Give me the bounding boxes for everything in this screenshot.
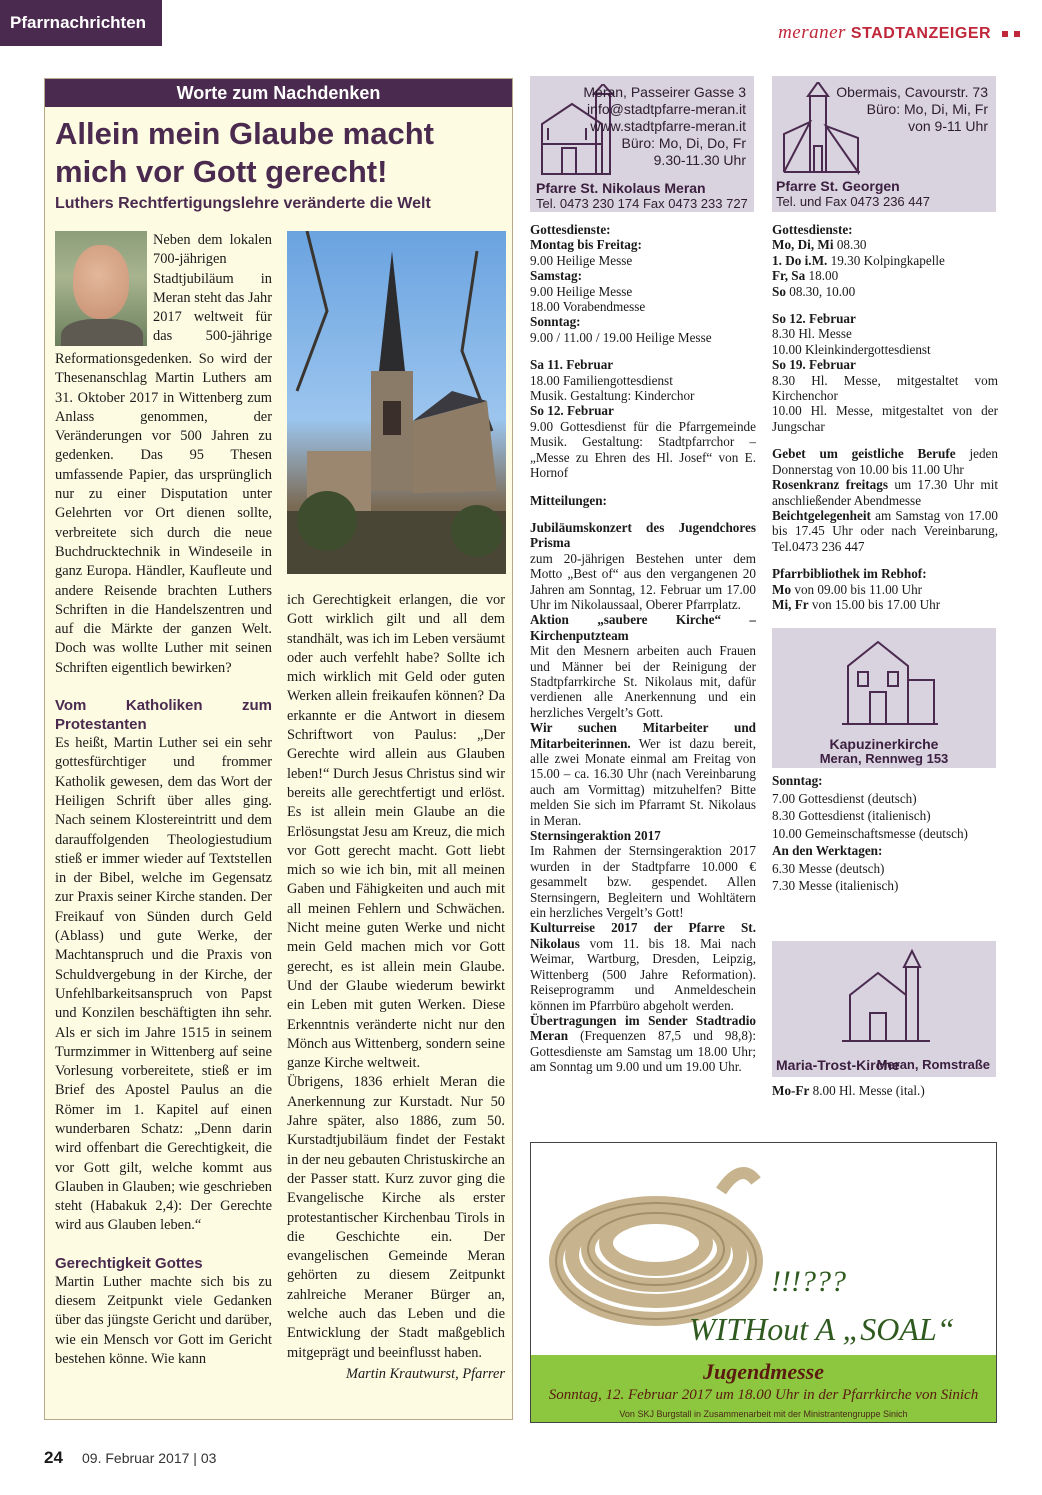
label: Sa 11. Februar: [530, 357, 614, 373]
nikolaus-schedule: [530, 222, 756, 1075]
ad-question-marks: !!!???: [771, 1265, 846, 1298]
masthead: [778, 22, 1020, 44]
value: 10.00 Kleinkindergottesdienst: [772, 341, 931, 357]
value: 8.00 Hl. Messe (ital.): [812, 1083, 925, 1098]
value: um 17.30 Uhr mit anschließender Abendmesse: [772, 477, 999, 508]
label: Mo: [772, 581, 792, 597]
label: So: [772, 283, 786, 299]
label: Mi, Fr: [772, 596, 809, 612]
value: 8.30 Gottesdienst (italienisch): [772, 808, 931, 823]
author-photo: [55, 231, 147, 346]
value: 9.00 / 11.00 / 19.00 Heilige Messe: [530, 329, 712, 345]
value: 10.00 Gemeinschaftsmesse (deutsch): [772, 825, 968, 841]
value: von 09.00 bis 11.00 Uhr: [794, 581, 923, 597]
label: Mitteilungen:: [530, 492, 607, 508]
label: Kulturreise 2017 der Pfarre St. Nikolaus: [530, 920, 756, 951]
office-hours: Büro: Mo, Di, Mi, Fr: [866, 101, 988, 117]
georgen-phone: Tel. und Fax 0473 236 447: [776, 194, 930, 209]
label: Jubiläumskonzert des Jugendchores Prisma: [530, 519, 756, 551]
label: Samstag:: [530, 268, 583, 284]
office-hours: von 9-11 Uhr: [908, 118, 988, 134]
label: Mo-Fr: [772, 1083, 810, 1098]
value: 8.30 Hl. Messe, mitgestaltet vom Kirchenchor: [772, 372, 998, 404]
website-link[interactable]: www.stadtpfarre-meran.it: [590, 118, 746, 134]
value: 08.30: [836, 237, 867, 253]
issue-date: 09. Februar 2017 | 03: [82, 1450, 217, 1466]
masthead-square-icon: [1002, 31, 1008, 37]
label: Montag bis Freitag:: [530, 237, 642, 253]
value: 10.00 Hl. Messe, mitgestaltet von der Jungschar: [772, 403, 998, 434]
article-paragraph: Martin Luther machte sich bis zu diesem Zeitpunkt viele Gedanken über das jüngste Gericht und darüber, wie ein Mensch vor Gott im Gericht bestehen könne. Wie kann: [55, 1273, 272, 1367]
article-kicker: Worte zum Nachdenken: [45, 79, 512, 107]
label: Sonntag:: [530, 314, 581, 330]
label: Beichtgelegenheit: [772, 507, 871, 523]
georgen-schedule: [772, 222, 998, 612]
address-line: Obermais, Cavourstr. 73: [836, 84, 988, 100]
article-paragraph: Übrigens, 1836 erhielt Meran die Anerkennung zur Kurstadt. Nur 50 Jahre später, also 1886, zum 50. Kurstadtjubiläum findet der Festakt in der neu gebauten Christuskirche an der Passer statt. Kurz zuvor ging die Evangelische Kirche als erster protestantischer Kirchenbau Tirols in die Geschichte ein. Der evangelischen Gemeinde Meran gehörten zu diesem Zeitpunkt zahlreiche Meraner Bürger an, welche auch das Leben und die Entwicklung der Stadt maßgeblich mitgeprägt und beeinflusst haben.: [287, 1074, 505, 1361]
mariatrost-header: [772, 941, 996, 1077]
label: So 19. Februar: [772, 357, 856, 373]
value: jeden Donnerstag von 10.00 bis 11.00 Uhr: [772, 446, 998, 477]
label: Sonntag:: [772, 773, 823, 788]
ad-band-note: Von SKJ Burgstall in Zusammenarbeit mit der Ministrantengruppe Sinich: [619, 1409, 908, 1419]
mariatrost-schedule: [772, 1083, 998, 1098]
label: So 12. Februar: [530, 403, 614, 419]
value: Im Rahmen der Sternsingeraktion 2017 wurden in der Stadtpfarre 10.000 € gesammelt bzw. gespendet. Allen Sternsingern, Begleitern und Wohltätern ein herzliches Vergelt’s Gott!: [530, 843, 756, 921]
label: Sternsingeraktion 2017: [530, 828, 661, 844]
value: 9.00 Heilige Messe: [530, 252, 633, 268]
article-paragraph: Neben dem lokalen 700-jährigen Stadtjubiläum in Meran steht das Jahr 2017 weltweit für das 500-jährige Reformationsgedenken. So wird der Thesenanschlag Martin Luthers am 31. Oktober 2017 in Wittenberg zum Anlass genommen, der Veränderungen vor 500 Jahren zu gedenken. Das 95 Thesen umfassende Papier, das ursprünglich nur zu einer Disputation unter Gelehrten vor Ort dienen sollte, verbreitete sich durch die neue Buchdrucktechnik in Windeseile in ganz Europa. Händler, Kaufleute und andere Reisende brachten Luthers Schriften in die Handelszentren und auf die Märkte der ganzen Welt. Doch was wollte Luther mit seinen Schriften eigentlich bewirken?: [55, 232, 272, 676]
value: 18.00 Familiengottesdienst: [530, 372, 673, 388]
nikolaus-phone: Tel. 0473 230 174 Fax 0473 233 727: [536, 196, 748, 211]
article-box: [44, 78, 513, 1420]
value: 6.30 Messe (deutsch): [772, 860, 885, 876]
label: Übertragungen im Sender Stadtradio Meran: [530, 1012, 756, 1044]
kapuziner-header: [772, 628, 996, 768]
mariatrost-address: Meran, Romstraße: [876, 1057, 990, 1072]
value: Wer ist dazu bereit, alle zwei Monate einmal am Freitag von 15.00 – ca. 16.30 Uhr (nach Vereinbarung auch am Vormittag) mitzuhelfen? Bitte melden Sie sich im Pfarramt St. Nikolaus in Meran.: [530, 735, 756, 828]
email-link[interactable]: info@stadtpfarre-meran.it: [587, 101, 746, 117]
label: Wir suchen Mitarbeiter und Mitarbeiterinnen.: [530, 720, 756, 751]
label: Gottesdienste:: [530, 222, 611, 237]
value: zum 20-jährigen Bestehen unter dem Motto „Best of“ aus den vergangenen 20 Jahren am Sonntag, 12. Februar um 17.00 Uhr im Nikolaussaal, Oberer Pfarrplatz.: [530, 550, 756, 612]
masthead-square-icon: [1014, 31, 1020, 37]
masthead-brand: meraner: [778, 22, 846, 43]
nikolaus-address: [583, 84, 746, 169]
article-subheading: Gerechtigkeit Gottes: [55, 1254, 203, 1272]
value: 7.00 Gottesdienst (deutsch): [772, 790, 917, 806]
label: 1. Do i.M.: [772, 252, 828, 268]
georgen-header: [772, 76, 996, 212]
mariatrost-title: Maria-Trost-Kirche: [776, 1057, 900, 1073]
label: Gebet um geistliche Berufe: [772, 446, 956, 462]
value: (Frequenzen 87,5 und 98,8): Gottesdienste am Samstag um 18.00 Uhr; am Sonntag um 9.00 und um 19.00 Uhr.: [530, 1028, 756, 1075]
church-sketch-icon: [842, 947, 930, 1047]
page-number: 24: [44, 1448, 63, 1467]
article-column-1: [55, 231, 272, 1369]
value: am Samstag von 17.00 bis 17.45 Uhr oder nach Vereinbarung, Tel.0473 236 447: [772, 507, 998, 554]
nikolaus-title: Pfarre St. Nikolaus Meran: [536, 180, 706, 196]
value: 9.00 Heilige Messe: [530, 283, 633, 299]
article-paragraph: Es heißt, Martin Luther sei ein sehr gottesfürchtiger und frommer Katholik gewesen, dem das Wort der Heiligen Schrift über alles ging. Nach seinem Klostereintritt und dem darauffolgenden Theologiestudium stieß er immer wieder auf Textstellen in der Bibel, welche im Gegensatz zur Praxis seiner Kirche standen. Der Freikauf von Sünden durch Geld (Ablass) und gute Werke, der Machtanspruch und die Praxis von Schuldvergebung in der Kirche, der Unfehlbarkeitsanspruch von Papst und Konzilen beschäftigten ihn sehr. Als er sich im Jahre 1515 in seinem Turmzimmer in Wittenberg auf seine Vorlesung vorbereitete, stieß er im Brief des Apostel Paulus an die Römer im 1. Kapitel auf einen wunderbaren Schatz: „Denn darin wird offenbart die Gerechtigkeit, die vor Gott gilt, welche kommt aus Glauben in Glauben; wie geschrieben steht (Habakuk 2,4): Der Gerechte wird aus Glauben leben.“: [55, 735, 272, 1234]
value: 18.00 Vorabendmesse: [530, 299, 646, 315]
kapuziner-title: Kapuzinerkirche: [829, 736, 939, 752]
kapuziner-schedule: [772, 772, 998, 895]
article-headline: Allein mein Glaube macht mich vor Gott gerecht!: [55, 116, 434, 189]
label: Aktion „saubere Kirche“ – Kirchenputzteam: [530, 612, 756, 643]
value: von 15.00 bis 17.00 Uhr: [811, 596, 941, 612]
article-signature: Martin Krautwurst, Pfarrer: [346, 1365, 505, 1382]
georgen-title: Pfarre St. Georgen: [776, 178, 900, 194]
label: Mo, Di, Mi: [772, 237, 834, 253]
church-photo: [287, 231, 506, 574]
label: Fr, Sa: [772, 268, 806, 284]
value: 19.30 Kolpingkapelle: [830, 252, 945, 268]
youth-mass-ad: [530, 1142, 997, 1423]
label: Gottesdienste:: [772, 222, 853, 237]
georgen-address: [836, 84, 988, 135]
ad-band-date: Sonntag, 12. Februar 2017 um 18.00 Uhr in der Pfarrkirche von Sinich: [548, 1387, 979, 1403]
article-subheading: Vom Katholiken zum Protestanten: [55, 697, 272, 734]
ad-band: [531, 1355, 996, 1423]
label: Pfarrbibliothek im Rebhof:: [772, 566, 927, 582]
office-hours: 9.30-11.30 Uhr: [653, 152, 746, 168]
value: 8.30 Hl. Messe: [772, 326, 852, 342]
label: So 12. Februar: [772, 311, 856, 327]
value: vom 11. bis 18. Mai nach Weimar, Wartburg, Dresden, Leipzig, Wittenberg (500 Jahre Reformation). Reiseprogramm und Anmeldeschein können im Pfarrbüro abgeholt werden.: [530, 935, 757, 1013]
ad-band-title: Jugendmesse: [703, 1359, 824, 1384]
label: An den Werktagen:: [772, 843, 883, 858]
kapuziner-address: Meran, Rennweg 153: [819, 751, 949, 766]
article-subheadline: Luthers Rechtfertigungslehre veränderte die Welt: [55, 195, 431, 212]
article-column-2: [287, 591, 505, 1384]
value: 7.30 Messe (italienisch): [772, 878, 899, 893]
section-label: Pfarrnachrichten: [0, 0, 162, 46]
church-sketch-icon: [842, 636, 938, 728]
nikolaus-header: [530, 76, 754, 212]
article-paragraph: ich Gerechtigkeit erlangen, die vor Gott wirklich gilt und all dem standhält, was ich im Leben versäumt oder auch verfehlt habe? Sollte ich mich wirklich mit Geld oder guten Werken allein freikaufen können? Da erkannte er die Antwort in diesem Schriftwort von Paulus: „Der Gerechte wird allein aus Glauben leben!“ Durch Jesus Christus sind wir bereits alle gerechtfertigt und erlöst. Es ist allein mein Glaube an die Erlösungstat Jesu am Kreuz, die mich vor Gott gerecht macht. Gott liebt mich so wie ich bin, mit all meinen Gaben und Fähigkeiten und auch mit all meinen Fehlern und Schwächen. Nicht meine guten Werke und nicht mein Geld machen mich vor Gott gerecht, es ist allein mein Glaube. Und der Glaube wiederum bewirkt ein Leben mit guten Werken. Diese Erkenntnis veränderte nicht nur den Mönch aus Wittenberg, sondern seine ganze Kirche weltweit.: [287, 592, 505, 1072]
masthead-publication: STADTANZEIGER: [850, 25, 992, 42]
value: Mit den Mesnern arbeiten auch Frauen und Männer bei der Reinigung der Stadtpfarrkirche St. Nikolaus mit, dafür verdienen alle Anerkennung und ein herzliches Vergelt’s Gott.: [530, 643, 756, 720]
value: 9.00 Gottesdienst für die Pfarrgemeinde Musik. Gestaltung: Stadtpfarrchor – „Messe zu Ehren des Hl. Josef“ von E. Hornof: [530, 418, 756, 481]
value: 08.30, 10.00: [789, 283, 856, 299]
value: Musik. Gestaltung: Kinderchor: [530, 388, 695, 404]
value: 18.00: [808, 268, 839, 284]
office-hours: Büro: Mo, Di, Do, Fr: [621, 135, 746, 151]
address-line: Meran, Passeirer Gasse 3: [583, 84, 746, 100]
label: Rosenkranz freitags: [772, 477, 888, 493]
ad-slogan: WITHout A „SOAL“: [689, 1311, 955, 1347]
